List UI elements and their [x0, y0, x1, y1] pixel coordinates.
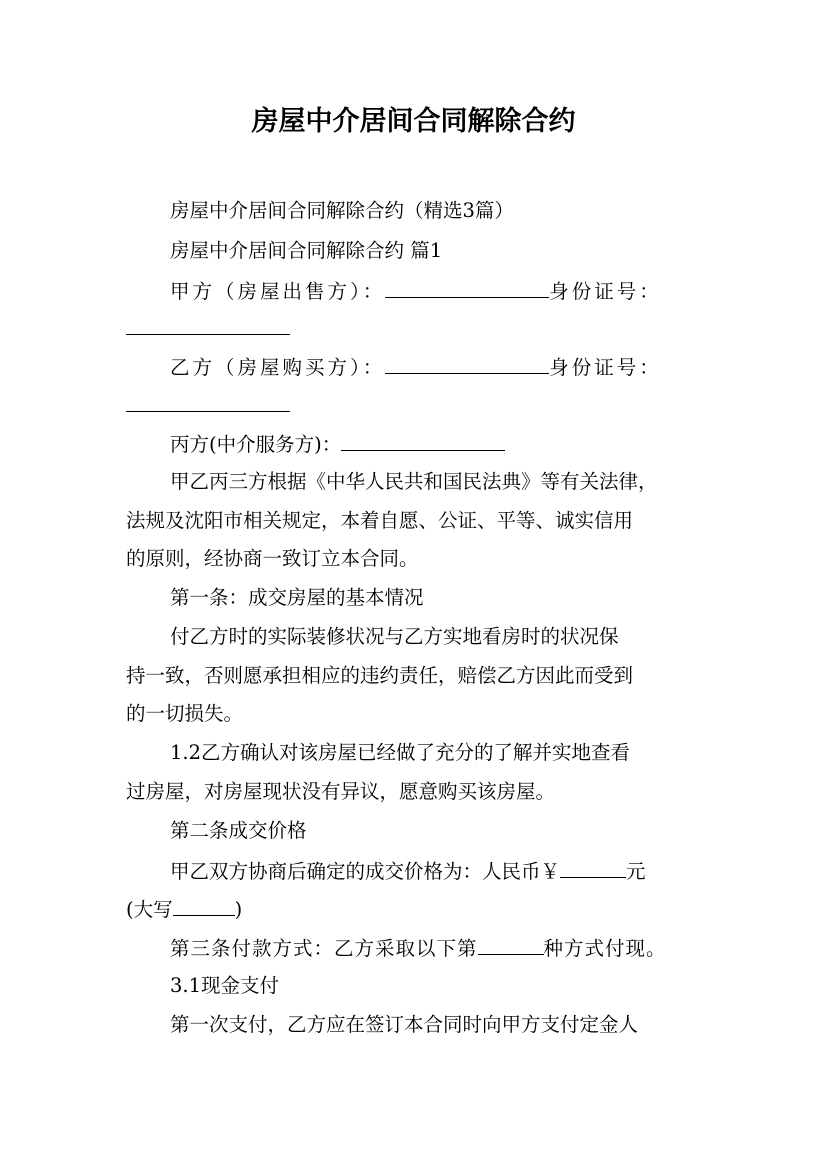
article1-line-2: 持一致，否则愿承担相应的违约责任，赔偿乙方因此而受到 — [126, 664, 634, 687]
article1-line-3: 的一切损失。 — [126, 702, 244, 725]
party-b-line — [170, 352, 716, 382]
article3-prefix: 第三条付款方式：乙方采取以下第 — [170, 937, 478, 960]
party-a-blank — [385, 276, 549, 298]
price-upper-suffix: ) — [234, 898, 243, 921]
article3-blank — [478, 933, 544, 955]
document-title: 房屋中介居间合同解除合约 — [251, 106, 576, 137]
article1-heading: 第一条：成交房屋的基本情况 — [170, 586, 424, 609]
party-c-line — [170, 429, 716, 459]
document-subtitle: 房屋中介居间合同解除合约（精选3篇） — [170, 199, 514, 222]
price-suffix: 元 — [626, 860, 646, 883]
party-b-label: 乙方（房屋购买方）： — [170, 356, 386, 379]
price-line — [170, 856, 716, 886]
article2-heading: 第二条成交价格 — [170, 819, 307, 842]
party-a-id-line — [126, 313, 716, 343]
article1-line-1: 付乙方时的实际装修状况与乙方实地看房时的状况保 — [170, 625, 619, 648]
price-prefix: 甲乙双方协商后确定的成交价格为：人民币￥ — [170, 860, 561, 883]
article3-line — [170, 933, 716, 963]
intro-line-2: 法规及沈阳市相关规定，本着自愿、公证、平等、诚实信用 — [126, 509, 634, 532]
price-upper-blank — [173, 894, 235, 916]
party-b-id-line — [126, 390, 716, 420]
price-blank — [560, 856, 626, 878]
intro-line-3: 的原则，经协商一致订立本合同。 — [126, 547, 419, 570]
party-a-label: 甲方（房屋出售方）： — [170, 280, 386, 303]
clause-3-1: 3.1现金支付 — [170, 974, 280, 997]
party-b-id-blank — [126, 390, 290, 412]
price-upper-line — [126, 894, 716, 924]
section-heading: 房屋中介居间合同解除合约 篇1 — [170, 239, 443, 262]
party-a-id-label: 身份证号： — [549, 280, 662, 303]
clause-1-2-line-2: 过房屋，对房屋现状没有异议，愿意购买该房屋。 — [126, 780, 556, 803]
intro-line-1: 甲乙丙三方根据《中华人民共和国民法典》等有关法律， — [170, 470, 658, 493]
party-c-blank — [341, 429, 505, 451]
party-c-label: 丙方(中介服务方)： — [170, 433, 342, 456]
article3-suffix: 种方式付现。 — [543, 937, 667, 960]
party-b-blank — [385, 352, 549, 374]
party-a-id-blank — [126, 313, 290, 335]
price-upper-prefix: (大写 — [126, 898, 173, 921]
first-payment-line: 第一次支付，乙方应在签订本合同时向甲方支付定金人 — [170, 1013, 639, 1036]
party-b-id-label: 身份证号： — [549, 356, 662, 379]
clause-1-2-line-1: 1.2乙方确认对该房屋已经做了充分的了解并实地查看 — [170, 741, 631, 764]
party-a-line — [170, 276, 716, 306]
